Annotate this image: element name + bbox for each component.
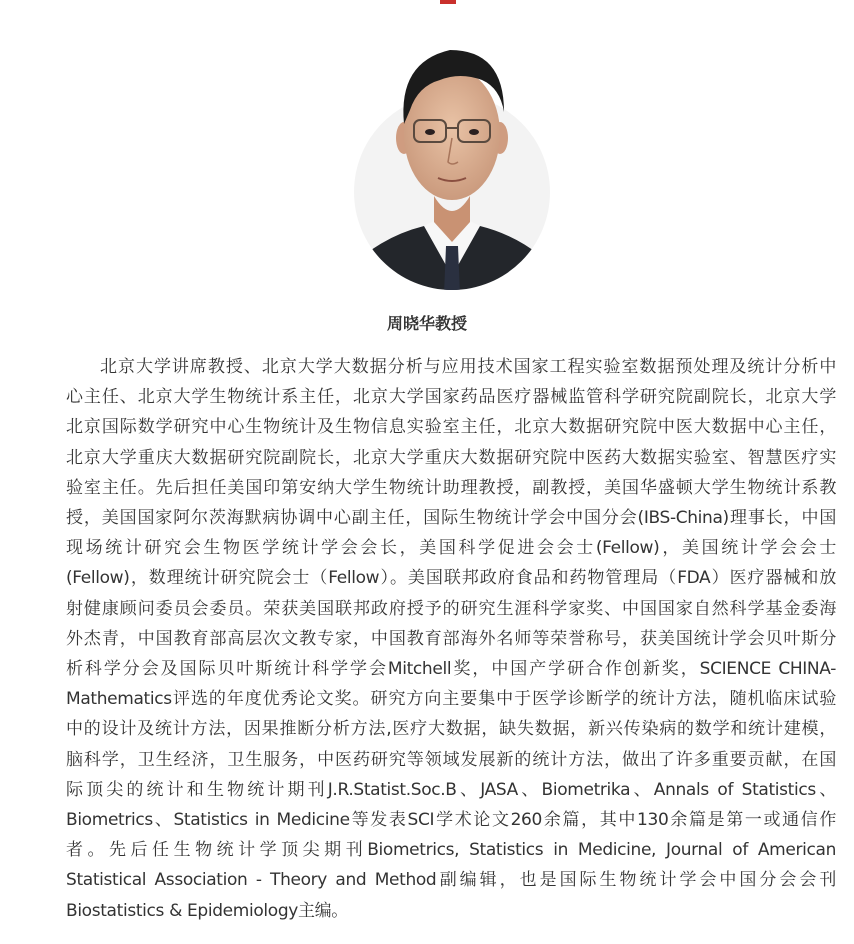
profile-name: 周晓华教授	[386, 314, 467, 333]
profile-bio	[66, 352, 836, 926]
bio-line: Statistical Association - Theory and Method副编辑，也是国际生物统计学会中国分会会刊	[66, 870, 836, 891]
bio-line: 授，美国国家阿尔茨海默病协调中心副主任，国际生物统计学会中国分会(IBS-China)理事长，中国	[66, 508, 836, 529]
bio-line: Mathematics评选的年度优秀论文奖。研究方向主要集中于医学诊断学的统计方法，随机临床试验	[66, 689, 836, 710]
bio-line: Biometrics、Statistics in Medicine等发表SCI学术论文260余篇，其中130余篇是第一或通信作	[66, 810, 836, 831]
bio-line: 射健康顾问委员会委员。荣获美国联邦政府授予的研究生涯科学家奖、中国国家自然科学基金委海	[66, 598, 836, 619]
bio-line: Biostatistics & Epidemiology主编。	[66, 900, 348, 921]
bio-line: 北京大学重庆大数据研究院副院长，北京大学重庆大数据研究院中医药大数据实验室、智慧医疗实	[66, 447, 836, 468]
bio-line: 心主任、北京大学生物统计系主任，北京大学国家药品医疗器械监管科学研究院副院长，北京大学	[66, 387, 836, 408]
bio-line: 北京大学讲席教授、北京大学大数据分析与应用技术国家工程实验室数据预处理及统计分析中	[100, 357, 836, 377]
bio-line: 现场统计研究会生物医学统计学会会长，美国科学促进会会士(Fellow)，美国统计学会会士	[66, 538, 836, 559]
bio-line: 者。先后任生物统计学顶尖期刊Biometrics, Statistics in Medicine, Journal of American	[66, 840, 836, 861]
bio-line: 验室主任。先后担任美国印第安纳大学生物统计助理教授，副教授，美国华盛顿大学生物统计系教	[66, 477, 836, 498]
top-accent-bar	[440, 0, 456, 4]
bio-line: 脑科学，卫生经济，卫生服务，中医药研究等领域发展新的统计方法，做出了许多重要贡献，在国	[66, 749, 836, 770]
bio-line: 外杰青，中国教育部高层次文教专家，中国教育部海外名师等荣誉称号，获美国统计学会贝叶斯分	[66, 628, 836, 649]
bio-line: 析科学分会及国际贝叶斯统计科学学会Mitchell奖，中国产学研合作创新奖，SCIENCE CHINA-	[66, 659, 836, 680]
bio-line: 际顶尖的统计和生物统计期刊J.R.Statist.Soc.B、JASA、Biometrika、Annals of Statistics、	[66, 779, 836, 800]
bio-line: 中的设计及统计方法，因果推断分析方法,医疗大数据，缺失数据，新兴传染病的数学和统计建模，	[66, 719, 836, 740]
portrait-photo	[354, 14, 550, 294]
bio-line: (Fellow)，数理统计研究院会士（Fellow）。美国联邦政府食品和药物管理局（FDA）医疗器械和放	[66, 568, 836, 589]
bio-line: 北京国际数学研究中心生物统计及生物信息实验室主任，北京大数据研究院中医大数据中心主任，	[66, 417, 836, 438]
